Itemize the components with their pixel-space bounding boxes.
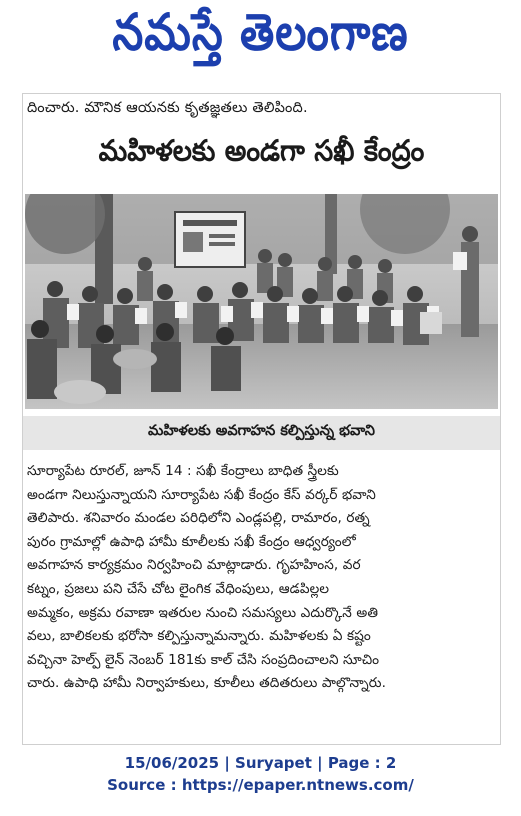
- article-body: [27, 460, 497, 696]
- masthead-title: నమస్తే తెలంగాణ: [112, 3, 409, 62]
- body-line: సూర్యాపేట రూరల్, జూన్ 14 : సఖీ కేంద్రాలు బాధిత స్త్రీలకు: [27, 463, 339, 479]
- previous-article-tail: దించారు. మౌనిక ఆయనకు కృతజ్ఞతలు తెలిపింది.: [27, 100, 308, 116]
- body-line: చారు. ఉపాధి హామీ నిర్వాహకులు, కూలీలు తదితరులు పాల్గొన్నారు.: [27, 675, 387, 692]
- body-line: వచ్చినా హెల్ప్ లైన్ నెంబర్ 181కు కాల్ చేసి సంప్రదించాలని సూచిం: [27, 651, 380, 668]
- body-line: అండగా నిలుస్తున్నాయని సూర్యాపేట సఖీ కేంద్రం కేస్ వర్కర్ భవాని: [27, 486, 376, 503]
- body-line: కట్నం, ప్రజలు పని చేసే చోట లైంగిక వేధింపులు, ఆడపిల్లల: [27, 580, 330, 597]
- dateline: 15/06/2025 | Suryapet | Page : 2: [124, 754, 397, 772]
- body-line: వలు, బాలికలకు భరోసా కల్పిస్తున్నామన్నారు. మహిళలకు ఏ కష్టం: [27, 628, 371, 645]
- photo-caption: మహిళలకు అవగాహన కల్పిస్తున్న భవాని: [23, 416, 500, 450]
- source-line: Source : https://epaper.ntnews.com/: [107, 776, 414, 794]
- body-line: పురం గ్రామాల్లో ఉపాధి హామీ కూలీలకు సఖీ కేంద్రం ఆధ్వర్యంలో: [27, 533, 356, 550]
- masthead: [0, 0, 521, 78]
- body-line: తెలిపారు. శనివారం మండల పరిధిలోని ఎండ్లపల్లి, రామారం, రత్న: [27, 510, 370, 527]
- body-line: అమ్మకం, అక్రమ రవాణా ఇతరుల నుంచి సమస్యలు ఎదుర్కొనే అతి: [27, 604, 379, 621]
- article-headline: మహిళలకు అండగా సఖీ కేంద్రం: [98, 134, 425, 168]
- news-clipping: [22, 93, 501, 745]
- news-photo: [25, 194, 498, 409]
- body-line: అవగాహన కార్యక్రమం నిర్వహించి మాట్లాడారు. గృహహింస, వర: [27, 557, 361, 574]
- footer: [0, 752, 521, 796]
